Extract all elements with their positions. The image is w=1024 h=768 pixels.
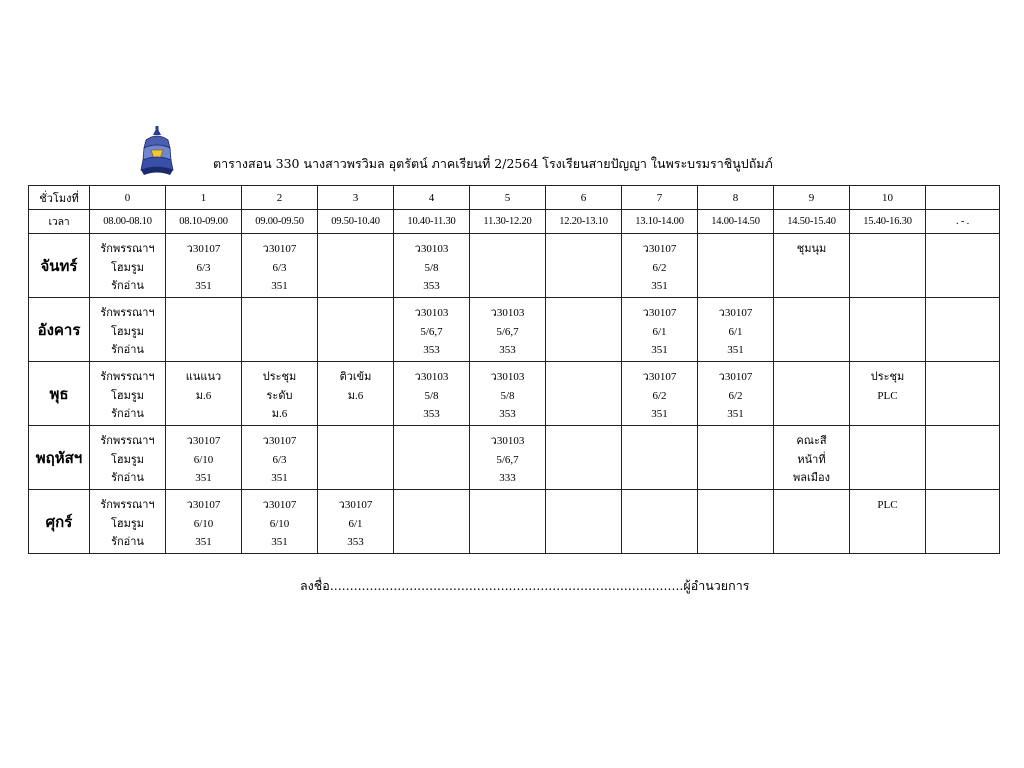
schedule-cell [622,362,698,426]
cell-line: 353 [499,408,516,420]
cell-line: ว30103 [490,307,525,319]
cell-line: ชุมนุม [796,243,827,255]
schedule-cell [318,234,394,298]
schedule-cell [774,234,850,298]
cell-line: 5/8 [424,389,439,402]
cell-line: ว30103 [414,243,449,255]
schedule-cell [850,426,926,490]
day-row [29,426,1000,490]
cell-line: ว30103 [414,307,449,319]
cell-line: ว30107 [642,371,677,383]
cell-line: 353 [423,408,440,420]
cell-line: 351 [271,472,288,484]
cell-line: 351 [195,280,212,292]
schedule-cell [850,362,926,426]
cell-line: 6/1 [728,325,743,338]
cell-line: 6/2 [652,261,667,274]
cell-line: 353 [347,536,364,548]
period-number: 6 [546,186,622,210]
time-slot: 12.20-13.10 [546,210,622,234]
schedule-cell [926,234,1000,298]
cell-line: 351 [727,344,744,356]
day-name: ศุกร์ [29,490,90,554]
schedule-cell [394,362,470,426]
schedule-cell [242,298,318,362]
cell-line: 353 [499,344,516,356]
cell-line: โฮมรูม [110,325,145,338]
schedule-cell [774,298,850,362]
schedule-cell [90,426,166,490]
cell-line: พลเมือง [793,472,830,484]
period-number: 4 [394,186,470,210]
cell-line: 6/3 [196,261,211,274]
schedule-cell [470,234,546,298]
schedule-cell [698,362,774,426]
period-header-row [29,186,1000,210]
period-label: ชั่วโมงที่ [29,186,90,210]
cell-line: โฮมรูม [110,389,145,402]
schedule-cell [470,362,546,426]
schedule-cell [926,362,1000,426]
schedule-cell [698,298,774,362]
cell-line: 353 [423,344,440,356]
cell-line: 351 [651,408,668,420]
time-slot: 09.00-09.50 [242,210,318,234]
cell-line: 6/1 [652,325,667,338]
time-slot: 14.00-14.50 [698,210,774,234]
cell-line: 6/10 [193,453,214,466]
schedule-cell [90,298,166,362]
cell-line: ว30107 [718,371,753,383]
schedule-cell [546,426,622,490]
cell-line: 353 [423,280,440,292]
schedule-cell [394,234,470,298]
time-slot: 08.10-09.00 [166,210,242,234]
schedule-cell [546,362,622,426]
schedule-cell [242,362,318,426]
cell-line: 333 [499,472,516,484]
cell-line: รักอ่าน [111,536,144,548]
cell-line: 6/3 [272,261,287,274]
period-number: 0 [90,186,166,210]
cell-line: ว30107 [642,243,677,255]
schedule-cell [622,426,698,490]
schedule-cell [318,490,394,554]
cell-line: 5/8 [500,389,515,402]
schedule-cell [90,362,166,426]
time-slot: 11.30-12.20 [470,210,546,234]
cell-line: รักพรรณาฯ [100,307,155,319]
cell-line: 6/1 [348,517,363,530]
schedule-cell [166,490,242,554]
schedule-cell [166,298,242,362]
day-row [29,234,1000,298]
signature-line: ลงชื่อ.........................................................................................ผู้อำนวยการ [300,578,750,593]
period-number: 1 [166,186,242,210]
schedule-cell [546,298,622,362]
cell-line: ว30107 [186,499,221,511]
time-slot: 14.50-15.40 [774,210,850,234]
period-number: 5 [470,186,546,210]
schedule-cell [90,234,166,298]
cell-line: โฮมรูม [110,261,145,274]
cell-line: ว30103 [414,371,449,383]
schedule-cell [166,234,242,298]
time-row [29,210,1000,234]
schedule-cell [622,234,698,298]
cell-line: โฮมรูม [110,517,145,530]
schedule-cell [318,426,394,490]
cell-line: คณะสี [796,435,827,447]
schedule-cell [470,490,546,554]
time-slot: 13.10-14.00 [622,210,698,234]
time-slot: 10.40-11.30 [394,210,470,234]
schedule-cell [698,234,774,298]
cell-line: 5/6,7 [496,453,519,466]
day-name: จันทร์ [29,234,90,298]
schedule-cell [242,234,318,298]
cell-line: ติวเข้ม [339,371,372,383]
cell-line: 5/8 [424,261,439,274]
cell-line: ว30107 [186,243,221,255]
schedule-cell [546,234,622,298]
cell-line: ว30107 [262,499,297,511]
cell-line: ม.6 [271,408,288,420]
cell-line: รักพรรณาฯ [100,371,155,383]
cell-line: แนแนว [185,371,222,383]
day-row [29,298,1000,362]
schedule-cell [242,490,318,554]
cell-line: ประชุม [870,371,905,383]
schedule-cell [926,426,1000,490]
schedule-title: ตารางสอน 330 นางสาวพรวิมล อุตรัตน์ ภาคเรียนที่ 2/2564 โรงเรียนสายปัญญา ในพระบรมราชินูปถัมภ์ [213,156,773,171]
cell-line: 351 [651,344,668,356]
cell-line: 5/6,7 [420,325,443,338]
cell-line: 351 [195,472,212,484]
cell-line: 351 [271,536,288,548]
cell-line: ระดับ [266,389,293,402]
time-slot: 15.40-16.30 [850,210,926,234]
period-number: 7 [622,186,698,210]
schedule-cell [318,362,394,426]
schedule-cell [470,298,546,362]
cell-line: ว30103 [490,371,525,383]
day-name: พุธ [29,362,90,426]
cell-line: 6/10 [193,517,214,530]
schedule-cell [394,426,470,490]
cell-line: รักอ่าน [111,280,144,292]
schedule-cell [850,490,926,554]
cell-line: รักพรรณาฯ [100,499,155,511]
cell-line: รักอ่าน [111,408,144,420]
day-name: อังคาร [29,298,90,362]
cell-line: ว30107 [262,435,297,447]
schedule-cell [926,298,1000,362]
schedule-cell [242,426,318,490]
time-slot: 09.50-10.40 [318,210,394,234]
time-label: เวลา [29,210,90,234]
schedule-cell [850,234,926,298]
cell-line: ว30107 [186,435,221,447]
cell-line: รักพรรณาฯ [100,243,155,255]
cell-line: 6/3 [272,453,287,466]
cell-line: 6/2 [652,389,667,402]
day-row [29,490,1000,554]
cell-line: 351 [271,280,288,292]
period-number: 8 [698,186,774,210]
cell-line: ประชุม [262,371,297,383]
cell-line: หน้าที่ [797,453,826,466]
cell-line: 351 [651,280,668,292]
day-name: พฤหัสฯ [29,426,90,490]
schedule-cell [926,490,1000,554]
cell-line: ม.6 [347,389,364,402]
schedule-cell [622,490,698,554]
schedule-cell [850,298,926,362]
schedule-cell [698,426,774,490]
timetable [28,185,1000,554]
time-slot: 08.00-08.10 [90,210,166,234]
schedule-cell [546,490,622,554]
cell-line: รักอ่าน [111,344,144,356]
schedule-cell [774,426,850,490]
cell-line: 351 [727,408,744,420]
period-number: 3 [318,186,394,210]
school-emblem-icon [140,126,174,176]
period-number: 10 [850,186,926,210]
period-number: 2 [242,186,318,210]
day-row [29,362,1000,426]
schedule-cell [698,490,774,554]
schedule-cell [318,298,394,362]
schedule-cell [394,298,470,362]
cell-line: ว30103 [490,435,525,447]
cell-line: PLC [877,499,898,511]
cell-line: ว30107 [262,243,297,255]
schedule-cell [90,490,166,554]
cell-line: ว30107 [642,307,677,319]
schedule-cell [774,362,850,426]
cell-line: รักอ่าน [111,472,144,484]
schedule-cell [470,426,546,490]
schedule-cell [774,490,850,554]
cell-line: รักพรรณาฯ [100,435,155,447]
schedule-cell [622,298,698,362]
period-number [926,186,1000,210]
cell-line: ว30107 [338,499,373,511]
period-number: 9 [774,186,850,210]
cell-line: 6/2 [728,389,743,402]
cell-line: 5/6,7 [496,325,519,338]
schedule-cell [166,426,242,490]
schedule-cell [394,490,470,554]
cell-line: 351 [195,536,212,548]
cell-line: โฮมรูม [110,453,145,466]
time-slot: . - . [926,210,1000,234]
cell-line: PLC [877,389,898,402]
cell-line: 6/10 [269,517,290,530]
schedule-cell [166,362,242,426]
cell-line: ม.6 [195,389,212,402]
cell-line: ว30107 [718,307,753,319]
